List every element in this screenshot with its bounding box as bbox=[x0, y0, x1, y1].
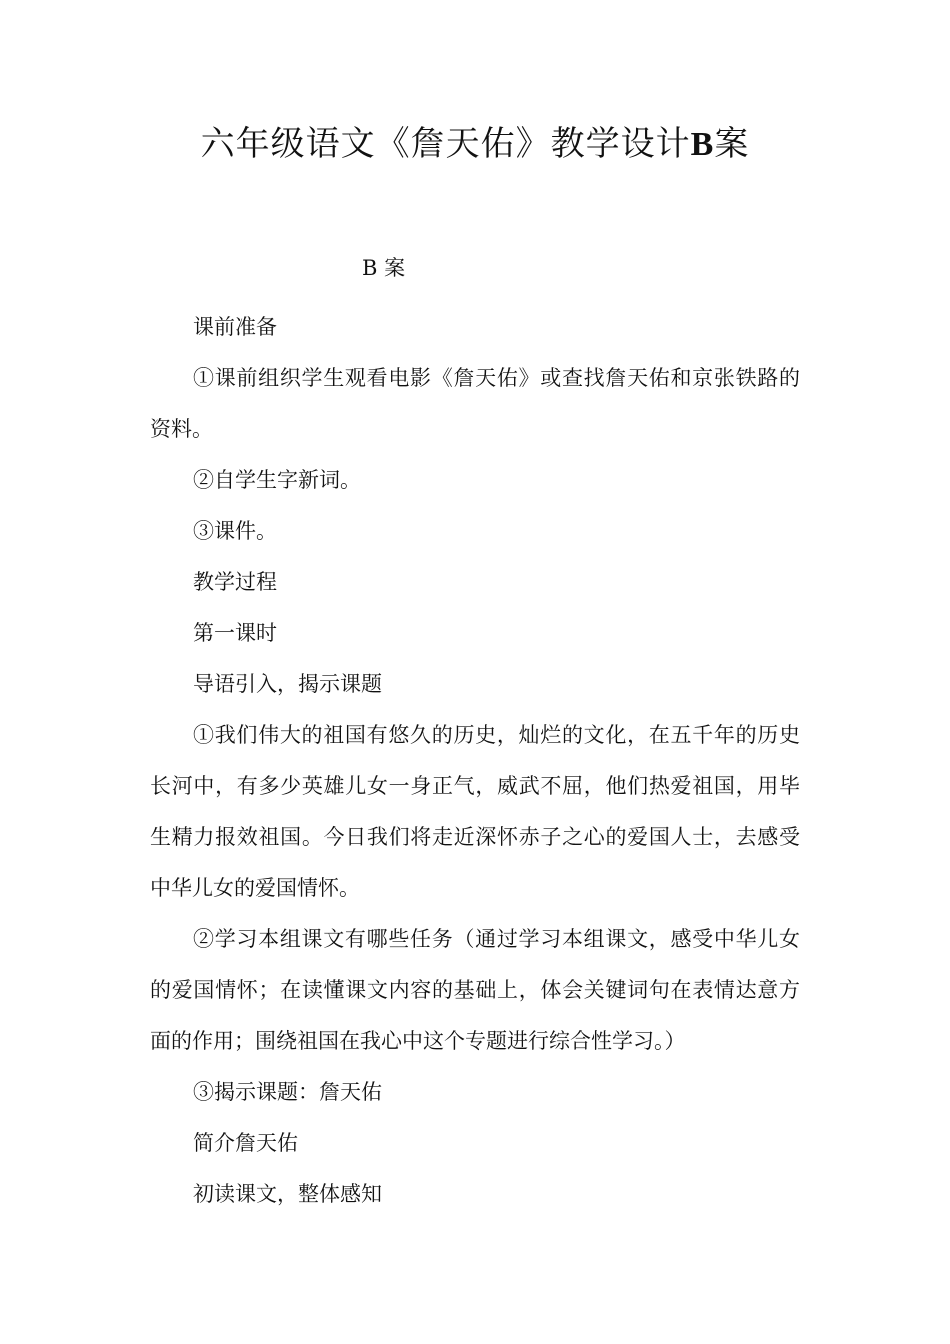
paragraph-first-reading: 初读课文，整体感知 bbox=[193, 1182, 382, 1206]
title-letter: B bbox=[690, 126, 715, 163]
paragraph-process-heading: 教学过程 bbox=[193, 570, 277, 594]
paragraph-biography: 简介詹天佑 bbox=[193, 1131, 298, 1155]
paragraph-prep-item-1: ①课前组织学生观看电影《詹天佑》或查找詹天佑和京张铁路的资料。 bbox=[150, 366, 800, 441]
paragraph-intro-heading: 导语引入，揭示课题 bbox=[193, 672, 382, 696]
paragraph-lesson-one: 第一课时 bbox=[193, 621, 277, 645]
paragraph-prep-item-2: ②自学生字新词。 bbox=[193, 468, 361, 492]
document-body bbox=[150, 302, 800, 1220]
paragraph-intro-item-1: ①我们伟大的祖国有悠久的历史，灿烂的文化，在五千年的历史长河中，有多少英雄儿女一身正气，威武不屈，他们热爱祖国，用毕生精力报效祖国。今日我们将走近深怀赤子之心的爱国人士，去感受中华儿女的爱国情怀。 bbox=[150, 723, 800, 900]
paragraph-prep-heading: 课前准备 bbox=[193, 315, 277, 339]
paragraph-intro-item-2: ②学习本组课文有哪些任务（通过学习本组课文，感受中华儿女的爱国情怀；在读懂课文内容的基础上，体会关键词句在表情达意方面的作用；围绕祖国在我心中这个专题进行综合性学习。） bbox=[150, 927, 800, 1053]
section-subtitle: B 案 bbox=[362, 256, 406, 280]
paragraph-intro-item-3: ③揭示课题：詹天佑 bbox=[193, 1080, 382, 1104]
document-title bbox=[0, 120, 950, 169]
title-prefix: 六年级语文《詹天佑》教学设计 bbox=[200, 124, 691, 164]
paragraph-prep-item-3: ③课件。 bbox=[193, 519, 277, 543]
title-suffix: 案 bbox=[714, 124, 750, 164]
